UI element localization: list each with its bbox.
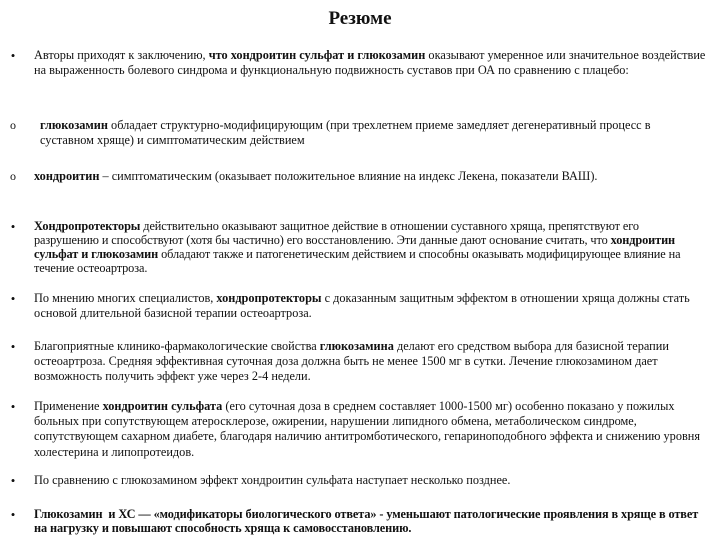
text-segment: По мнению многих специалистов,: [34, 291, 217, 305]
bullet-dot: •: [10, 291, 16, 306]
item-text: [34, 507, 706, 535]
bold-term: — «модификаторы биологического ответа» - уменьшают патологические проявления в хряще в ответ на нагрузку и повышают способность хряща к самовосстановлению.: [34, 507, 699, 535]
bullet-dot: •: [10, 507, 16, 522]
item-text: [34, 48, 706, 78]
bold-term: хондроитин сульфат и глюкозамин: [34, 233, 676, 261]
bullet-circle: o: [10, 118, 16, 132]
text-segment: Благоприятные клинико-фармакологические свойства: [34, 339, 320, 353]
bold-term: хондропротекторы: [216, 291, 322, 305]
text-segment: делают его средством выбора для базисной терапии остеоартроза. Средняя эффективная суточная доза должна быть не менее 1500 мг в сутки. Лечение глюкозамином дает возможность получить эффект уже через 2-4 недели.: [34, 339, 669, 384]
text-segment: оказывают умеренное или значительное воздействие на выраженность болевого синдрома и функциональную подвижность суставов при ОА по сравнению с плацебо:: [34, 48, 706, 78]
item-text: [34, 339, 706, 385]
bold-term: что хондроитин сульфат и глюкозамин: [208, 48, 426, 62]
bullet-dot: •: [10, 399, 16, 414]
item-text: [40, 118, 706, 148]
text-segment: – симптоматическим (оказывает положительное влияние на индекс Лекена, показатели ВАШ).: [99, 169, 598, 183]
item-text: [34, 219, 706, 275]
text-segment: обладает структурно-модифицирующим (при трехлетнем приеме замедляет дегенеративный процесс в суставном хряще) и симптоматическим действием: [40, 118, 651, 148]
text-segment: с доказанным защитным эффектом в отношении хряща должны стать основой длительной базисной терапии остеоартроза.: [34, 291, 690, 321]
bold-term: глюкозамина: [319, 339, 394, 353]
item-text: [34, 473, 706, 488]
bold-term: Глюкозамин и ХС: [34, 507, 136, 521]
bold-term: глюкозамин: [40, 118, 108, 132]
text-segment: (его суточная доза в среднем составляет 1000-1500 мг) особенно показано у пожилых больных при сопутствующем атеросклерозе, ожирении, нарушении липидного обмена, метаболическом синдроме, сопутствующем сахарном диабете, благодаря наличию антитромботического, гепариноподобного эффекта и снижению уровня холестерина и липопротеидов.: [34, 399, 701, 459]
item-text: [34, 169, 706, 184]
item-text: [34, 291, 706, 321]
bullet-dot: •: [10, 473, 16, 488]
bold-term: Хондропротекторы: [34, 219, 141, 233]
text-segment: Применение: [34, 399, 103, 413]
item-text: [34, 399, 706, 460]
bold-term: хондроитин сульфата: [102, 399, 223, 413]
bullet-dot: •: [10, 48, 16, 63]
page-title: Резюме: [328, 8, 392, 29]
text-segment: обладают также и патогенетическим действием и способны оказывать модифицирующее влияние на течение остеоартроза.: [34, 247, 681, 275]
bullet-dot: •: [10, 219, 16, 234]
text-segment: Авторы приходят к заключению,: [34, 48, 209, 62]
text-segment: По сравнению с глюкозамином эффект хондроитин сульфата наступает несколько позднее.: [34, 473, 511, 487]
text-segment: действительно оказывают защитное действие в отношении суставного хряща, препятствуют его разрушению и способствуют (хотя бы частично) его восстановлению. Эти данные дают основание считать, что: [34, 219, 639, 247]
bullet-dot: •: [10, 339, 16, 354]
bullet-circle: o: [10, 169, 16, 183]
bold-term: хондроитин: [34, 169, 100, 183]
